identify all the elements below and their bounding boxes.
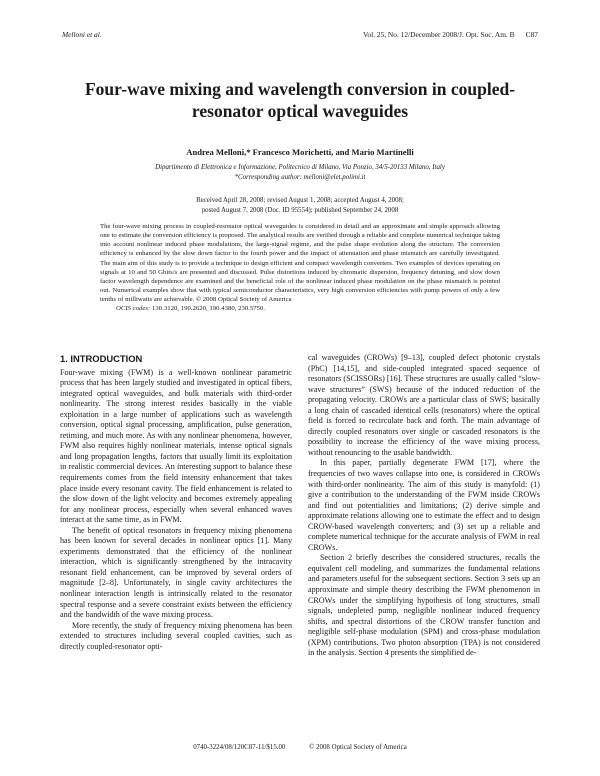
- footer-copyright: © 2008 Optical Society of America: [309, 744, 407, 751]
- abstract: [100, 222, 500, 314]
- body-paragraph: The benefit of optical resonators in frequency mixing phenomena has been known for several decades in nonlinear optics [1]. Many experiments demonstrated that the efficiency of the nonlinear interaction, which is significantly strengthened by the intracavity resonant field enhancement, can be improved by several orders of magnitude [2–8]. Unfortunately, in single cavity architectures the nonlinear interaction length is intrinsically related to the resonator spectral response and a severe constraint exists between the efficiency and the bandwidth of the wave mixing process.: [60, 525, 292, 620]
- publication-history: [60, 196, 540, 215]
- section-heading: 1. INTRODUCTION: [60, 353, 143, 364]
- history-received: Received April 28, 2008; revised August 1, 2008; accepted August 4, 2008;: [196, 197, 404, 204]
- ocis-label: OCIS codes:: [116, 305, 151, 313]
- corresponding-author: *Corresponding author: melloni@elet.polimi.it: [234, 173, 366, 181]
- affiliation-line: Dipartimento di Elettronica e Informazione, Politecnico di Milano, Via Ponzio, 34/5-20133 Milano, Italy: [155, 164, 445, 171]
- abstract-text: The four-wave mixing process in coupled-resonator optical waveguides is considered in detail and an approximate and simple approach allowing one to estimate the conversion efficiency is proposed. The analytical results are verified through a reliable and complete numerical technique taking into account nonlinear induced phase modulations, the large-signal regime, and the pulse shape evolution along the structure. The conversion efficiency is enhanced by the slow down factor to the fourth power and the impact of attenuation and phase mismatch are carefully investigated. The main aim of this study is to provide a technique to design efficient and compact wavelength converters. Two examples of devices operating on signals at 10 and 50 Gbits/s are presented and discussed. Pulse distortions induced by chromatic dispersion, frequency detuning, and slow down factor wavelength dependence are examined and the beneficial role of the nonlinear induced phase modulation on the phase mismatch is pointed out. Numerical examples show that with typical semiconductor characteristics, very high conversion efficiencies with pump powers of only a few tenths of milliwatts are achievable. © 2008 Optical Society of America: [100, 223, 500, 304]
- running-head-authors: Melloni et al.: [62, 30, 102, 39]
- ocis-values: 130.3120, 190.2620, 190.4380, 230.5750.: [152, 305, 266, 313]
- body-paragraph: More recently, the study of frequency mixing phenomena has been extended to structures including several coupled cavities, such as directly coupled-resonator opti-: [60, 620, 292, 651]
- body-column-right: [308, 353, 540, 659]
- running-head: [62, 30, 538, 39]
- body-paragraph: Section 2 briefly describes the considered structures, recalls the equivalent cell modeling, and summarizes the fundamental relations and parameters useful for the subsequent sections. Section 3 sets up an approximate and simple theory describing the FWM phenomenon in CROWs under the simplifying hypothesis of long structures, small signals, undepleted pump, negligible nonlinear induced frequency shifts, and spectral distortions of the CROW transfer function and negligible self-phase modulation (SPM) and cross-phase modulation (XPM) contributions. Two photon absorption (TPA) is not considered in the analysis. Section 4 presents the simplified de-: [308, 553, 540, 658]
- footer-code: 0740-3224/08/120C87-11/$15.00: [193, 744, 286, 751]
- running-head-journal: Vol. 25, No. 12/December 2008/J. Opt. Soc. Am. B C87: [363, 30, 538, 39]
- ocis-codes: [100, 304, 500, 313]
- author-list: Andrea Melloni,* Francesco Morichetti, and Mario Martinelli: [186, 147, 414, 157]
- paper-title: Four-wave mixing and wavelength conversion in coupled-resonator optical waveguides: [84, 79, 516, 121]
- affiliation: [60, 163, 540, 182]
- body-column-left: [60, 353, 292, 652]
- body-paragraph: cal waveguides (CROWs) [9–13], coupled defect photonic crystals (PhC) [14,15], and side-coupled integrated spaced sequence of resonators (SCISSORs) [16]. These structures are usually called “slow-wave structures” (SWS) because of the induced reduction of the propagating velocity. CROWs are a particular class of SWS; basically a long chain of cascaded identical cells (resonators) where the optical field is forced to recirculate back and forth. The main advantage of directly coupled resonators over single or cascaded resonators is the possibility to increase the efficiency of the wave mixing process, without renouncing to the usable bandwidth.: [308, 353, 540, 457]
- body-paragraph: In this paper, partially degenerate FWM [17], where the frequencies of two waves collapse into one, is considered in CROWs with third-order nonlinearity. The aim of this study is manyfold: (1) give a contribution to the understanding of the FWM inside CROWs and find out potentialities and limitations; (2) derive simple and approximate relations allowing one to estimate the effect and to design CROW-based wavelength converters; and (3) set up a reliable and complete numerical technique for the accurate analysis of FWM in real CROWs.: [308, 458, 540, 552]
- history-posted: posted August 7, 2008 (Doc. ID 95554); published September 24, 2008: [201, 206, 399, 214]
- page-footer: [60, 744, 540, 751]
- body-paragraph: Four-wave mixing (FWM) is a well-known nonlinear parametric process that has been largely studied and investigated in optical fibers, integrated optical waveguides, and bulk materials with third-order nonlinearity. The strong interest resides basically in the viable exploitation in a large number of applications such as wavelength conversion, optical signal processing, amplification, pulse generation, retiming, and much more. As with any nonlinear phenomena, however, FWM also requires highly nonlinear materials, intense optical signals and long propagation lengths, factors that usually limit its exploitation in realistic commercial devices. An interesting support to balance these requirements comes from the field intensity enhancement that takes place inside every resonant cavity. The field enhancement is related to the slow down of the light velocity and becomes extremely appealing for any nonlinear process, especially when several enhanced waves interact at the same time, as in FWM.: [60, 367, 292, 525]
